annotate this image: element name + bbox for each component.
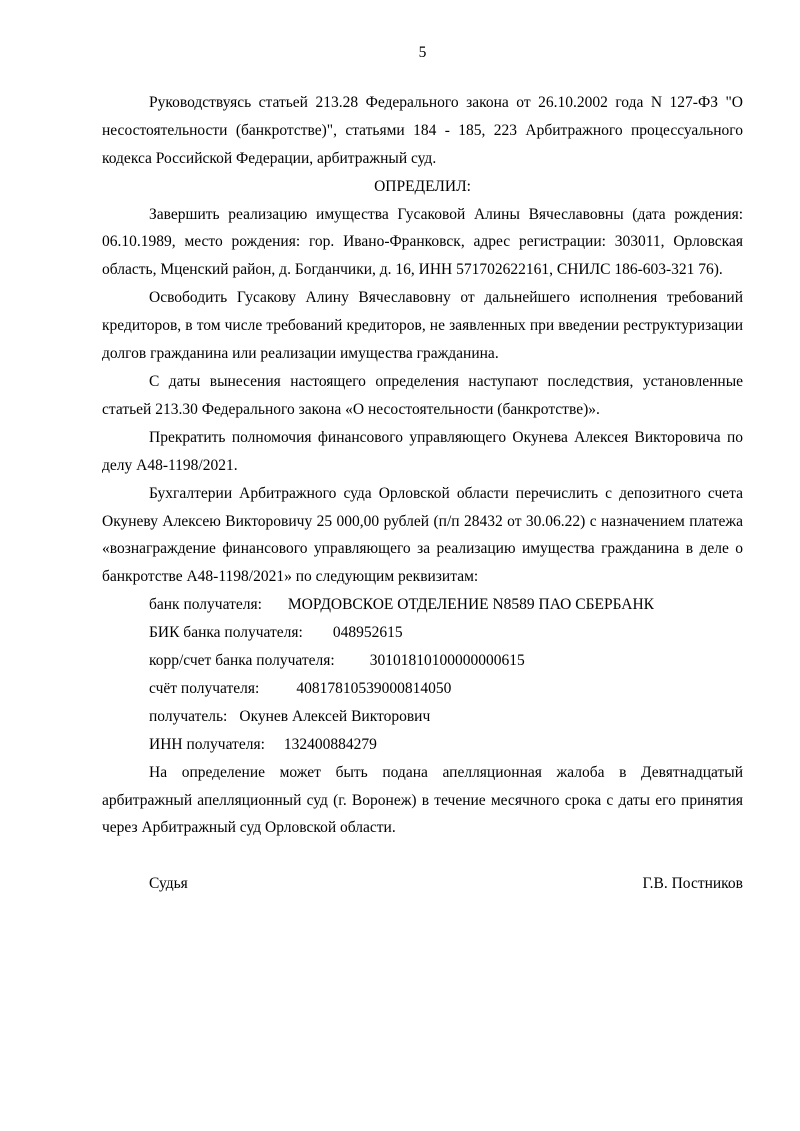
- payment-detail-value: 40817810539000814050: [296, 679, 452, 697]
- paragraph-complete-realization: Завершить реализацию имущества Гусаковой Алины Вячеславовны (дата рождения: 06.10.1989, место рождения: гор. Ивано-Франковск, адрес регистрации: 303011, Орловская область, Мценский район, д. Богданчики, д. 16, ИНН 571702622161, СНИЛС 186-603-321 76).: [102, 205, 743, 279]
- payment-detail-inn: [149, 731, 743, 759]
- judge-role-label: Судья: [149, 875, 188, 893]
- payment-detail-label: банк получателя:: [149, 596, 262, 614]
- payment-detail-value: Окунев Алексей Викторович: [239, 707, 431, 725]
- page-number: 5: [418, 44, 427, 61]
- payment-detail-recipient: [149, 703, 743, 731]
- payment-detail-label: счёт получателя:: [149, 679, 260, 697]
- payment-detail-value: 048952615: [332, 624, 403, 642]
- signature-row: [102, 870, 743, 898]
- payment-detail-value: 30101810100000000615: [369, 652, 525, 670]
- resolution-heading: ОПРЕДЕЛИЛ:: [374, 177, 471, 195]
- payment-detail-corr-account: [149, 647, 743, 675]
- payment-detail-account: [149, 675, 743, 703]
- payment-detail-value: МОРДОВСКОЕ ОТДЕЛЕНИЕ N8589 ПАО СБЕРБАНК: [287, 596, 654, 614]
- paragraph-appeal-rights: На определение может быть подана апелляционная жалоба в Девятнадцатый арбитражный апелляционный суд (г. Воронеж) в течение месячного срока с даты его принятия через Арбитражный суд Орловской области.: [102, 763, 743, 837]
- paragraph-ruling-basis: Руководствуясь статьей 213.28 Федерального закона от 26.10.2002 года N 127-ФЗ "О несостоятельности (банкротстве)", статьями 184 - 185, 223 Арбитражного процессуального кодекса Российской Федерации, арбитражный суд.: [102, 93, 743, 167]
- paragraph-terminate-manager: Прекратить полномочия финансового управляющего Окунева Алексея Викторовича по делу А48-1198/2021.: [102, 428, 743, 474]
- payment-detail-bank: [149, 591, 743, 619]
- judge-name: Г.В. Постников: [642, 875, 743, 893]
- payment-detail-bik: [149, 619, 743, 647]
- paragraph-release-from-claims: Освободить Гусакову Алину Вячеславовну от дальнейшего исполнения требований кредиторов, в том числе требований кредиторов, не заявленных при введении реструктуризации долгов гражданина или реализации имущества гражданина.: [102, 289, 743, 363]
- paragraph-payment-order: Бухгалтерии Арбитражного суда Орловской области перечислить с депозитного счета Окуневу Алексею Викторовичу 25 000,00 рублей (п/п 28432 от 30.06.22) с назначением платежа «вознаграждение финансового управляющего за реализацию имущества гражданина в деле о банкротстве А48-1198/2021» по следующим реквизитам:: [102, 484, 743, 586]
- payment-detail-value: 132400884279: [283, 735, 377, 753]
- payment-detail-label: корр/счет банка получателя:: [149, 652, 335, 670]
- paragraph-consequences: С даты вынесения настоящего определения наступают последствия, установленные статьей 213.30 Федерального закона «О несостоятельности (банкротстве)».: [102, 372, 743, 418]
- payment-detail-label: БИК банка получателя:: [149, 624, 303, 642]
- payment-detail-label: получатель:: [149, 707, 228, 725]
- payment-details: [102, 591, 743, 758]
- payment-detail-label: ИНН получателя:: [149, 735, 265, 753]
